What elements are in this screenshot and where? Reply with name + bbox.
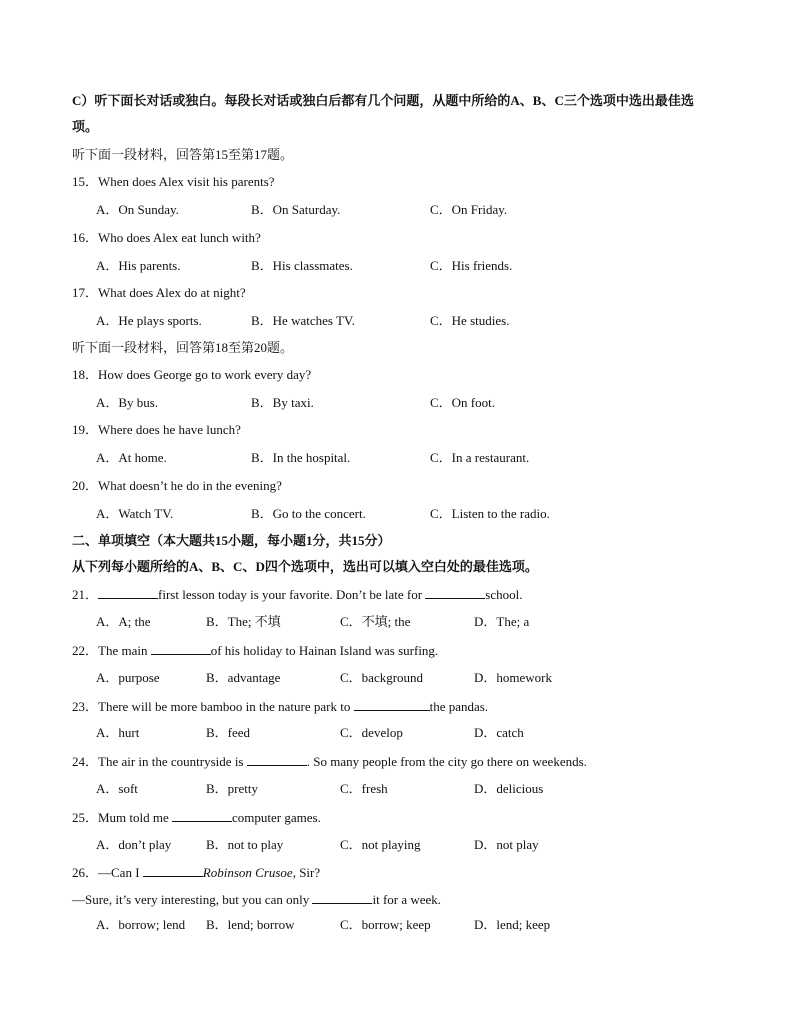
question-16: 16．Who does Alex eat lunch with? <box>72 230 261 245</box>
question-23 <box>72 697 488 716</box>
q22-option-a[interactable]: A．purpose <box>96 670 160 685</box>
q26-option-a[interactable]: A．borrow; lend <box>96 917 186 932</box>
q26-blank-2 <box>312 890 372 904</box>
q20-option-b[interactable]: B．Go to the concert. <box>251 506 366 521</box>
q17-option-c[interactable]: C．He studies. <box>430 313 510 328</box>
q26-option-d[interactable]: D．lend; keep <box>474 917 551 932</box>
q26-book-title: Robinson Crusoe <box>202 865 293 880</box>
q18-option-b[interactable]: B．By taxi. <box>251 395 314 410</box>
q18-option-a[interactable]: A．By bus. <box>96 395 159 410</box>
question-18: 18．How does George go to work every day? <box>72 367 312 382</box>
q23-option-b[interactable]: B．feed <box>206 725 251 740</box>
q25-option-d[interactable]: D．not play <box>474 837 539 852</box>
q15-option-b[interactable]: B．On Saturday. <box>251 202 341 217</box>
q24-text-start: 24．The air in the countryside is <box>72 754 247 769</box>
q23-blank <box>354 697 430 711</box>
q21-text-end: school. <box>485 587 523 602</box>
q17-option-a[interactable]: A．He plays sports. <box>96 313 202 328</box>
group-instruction-18-20: 听下面一段材料，回答第18至第20题。 <box>72 340 294 355</box>
q21-blank-2 <box>425 585 485 599</box>
q26-reply-start: —Sure, it’s very interesting, but you can only <box>72 892 313 907</box>
q25-option-a[interactable]: A．don’t play <box>96 837 172 852</box>
q25-blank <box>172 808 232 822</box>
q24-option-d[interactable]: D．delicious <box>474 781 544 796</box>
q16-option-a[interactable]: A．His parents. <box>96 258 181 273</box>
q21-blank-1 <box>98 585 158 599</box>
question-25 <box>72 808 321 827</box>
q21-number: 21． <box>72 587 99 602</box>
q21-option-b[interactable]: B．The; 不填 <box>206 614 281 629</box>
q21-option-c[interactable]: C．不填; the <box>340 614 411 629</box>
q23-option-c[interactable]: C．develop <box>340 725 403 740</box>
q24-option-c[interactable]: C．fresh <box>340 781 388 796</box>
q18-option-c[interactable]: C．On foot. <box>430 395 496 410</box>
q21-option-a[interactable]: A．A; the <box>96 614 151 629</box>
q19-option-c[interactable]: C．In a restaurant. <box>430 450 530 465</box>
q19-option-b[interactable]: B．In the hospital. <box>251 450 351 465</box>
q26-option-c[interactable]: C．borrow; keep <box>340 917 431 932</box>
q23-text-end: the pandas. <box>429 699 489 714</box>
q26-text-start: 26．—Can I <box>72 865 143 880</box>
q23-option-d[interactable]: D．catch <box>474 725 524 740</box>
question-15: 15．When does Alex visit his parents? <box>72 174 275 189</box>
q25-text-start: 25．Mum told me <box>72 810 173 825</box>
question-20: 20．What doesn’t he do in the evening? <box>72 478 282 493</box>
q22-blank <box>151 641 211 655</box>
q17-option-b[interactable]: B．He watches TV. <box>251 313 355 328</box>
q26-text-end: , Sir? <box>292 865 321 880</box>
q19-option-a[interactable]: A．At home. <box>96 450 167 465</box>
q22-option-d[interactable]: D．homework <box>474 670 552 685</box>
q20-option-c[interactable]: C．Listen to the radio. <box>430 506 550 521</box>
q22-option-b[interactable]: B．advantage <box>206 670 281 685</box>
q21-option-d[interactable]: D．The; a <box>474 614 530 629</box>
q16-option-b[interactable]: B．His classmates. <box>251 258 353 273</box>
q23-text-start: 23．There will be more bamboo in the nature park to <box>72 699 354 714</box>
part-2-title: 二、单项填空（本大题共15小题，每小题1分，共15分） <box>72 533 391 548</box>
section-c-instruction-line2: 项。 <box>72 119 99 134</box>
q15-option-c[interactable]: C．On Friday. <box>430 202 508 217</box>
question-26 <box>72 863 320 882</box>
q24-option-a[interactable]: A．soft <box>96 781 138 796</box>
q24-option-b[interactable]: B．pretty <box>206 781 258 796</box>
q22-text-start: 22．The main <box>72 643 151 658</box>
q25-option-b[interactable]: B．not to play <box>206 837 284 852</box>
q26-blank-1 <box>143 863 203 877</box>
group-instruction-15-17: 听下面一段材料，回答第15至第17题。 <box>72 147 294 162</box>
question-22 <box>72 641 438 660</box>
part-2-instruction: 从下列每小题所给的A、B、C、D四个选项中，选出可以填入空白处的最佳选项。 <box>72 559 538 574</box>
q22-option-c[interactable]: C．background <box>340 670 424 685</box>
q21-text-mid: first lesson today is your favorite. Don’t be late for <box>158 587 426 602</box>
q20-option-a[interactable]: A．Watch TV. <box>96 506 174 521</box>
q24-text-end: . So many people from the city go there on weekends. <box>306 754 587 769</box>
question-17: 17．What does Alex do at night? <box>72 285 246 300</box>
q26-reply-end: it for a week. <box>372 892 442 907</box>
q25-text-end: computer games. <box>232 810 321 825</box>
q26-option-b[interactable]: B．lend; borrow <box>206 917 295 932</box>
q15-option-a[interactable]: A．On Sunday. <box>96 202 179 217</box>
q25-option-c[interactable]: C．not playing <box>340 837 421 852</box>
q22-text-end: of his holiday to Hainan Island was surfing. <box>210 643 439 658</box>
q16-option-c[interactable]: C．His friends. <box>430 258 513 273</box>
q23-option-a[interactable]: A．hurt <box>96 725 140 740</box>
question-21 <box>72 585 523 604</box>
q24-blank <box>247 752 307 766</box>
question-24 <box>72 752 587 771</box>
question-19: 19．Where does he have lunch? <box>72 422 241 437</box>
question-26-reply <box>72 890 441 909</box>
section-c-instruction-line1: C）听下面长对话或独白。每段长对话或独白后都有几个问题，从题中所给的A、B、C三个选项中选出最佳选 <box>72 93 694 108</box>
